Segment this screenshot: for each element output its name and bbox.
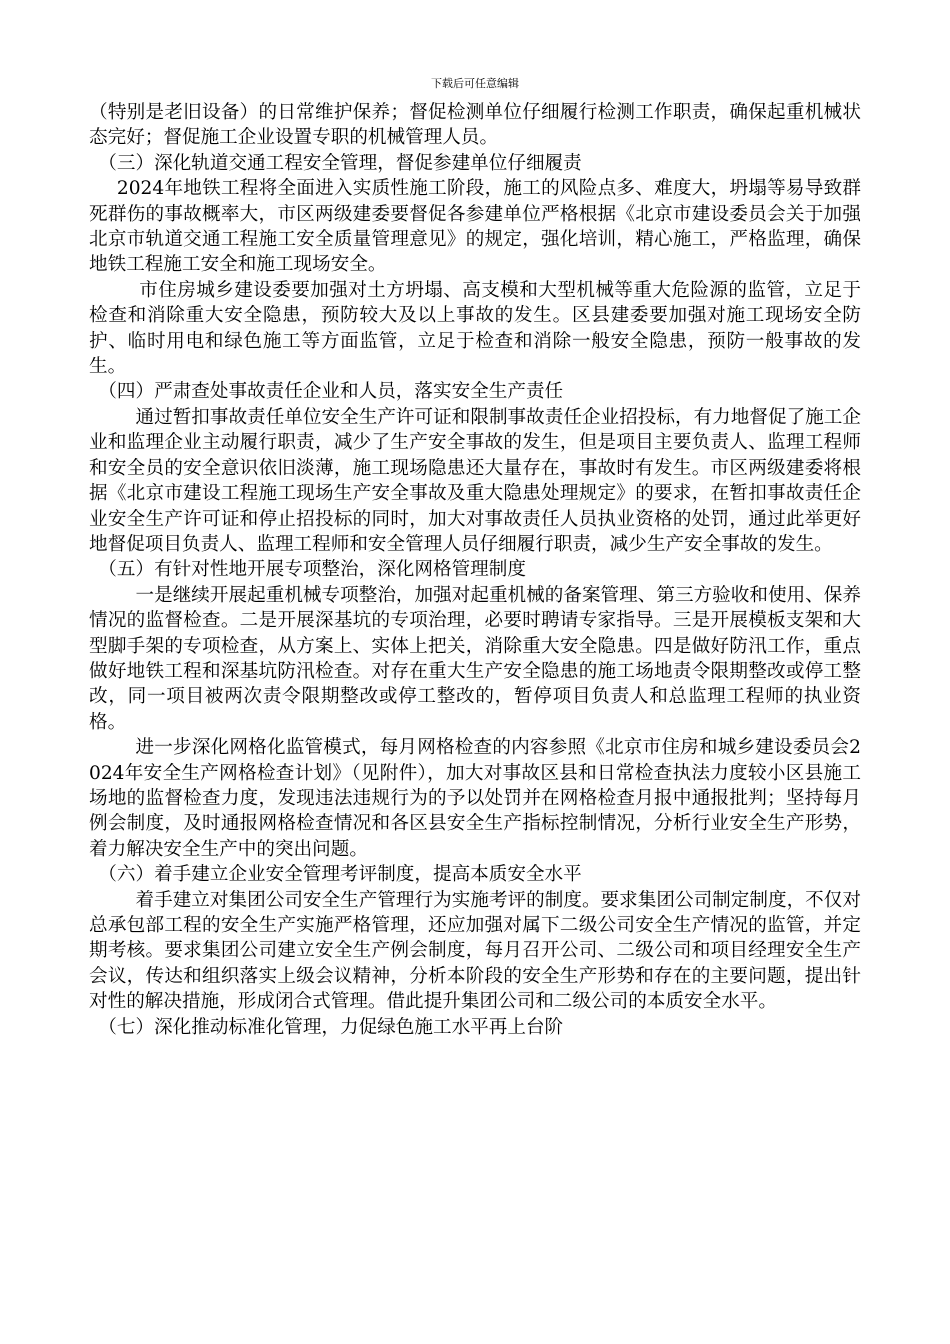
section-heading-6: （六）着手建立企业安全管理考评制度，提高本质安全水平 — [98, 864, 582, 886]
paragraph: 市住房城乡建设委要加强对土方坍塌、高支模和大型机械等重大危险源的监管，立足于检查和消除重大安全隐患，预防较大及以上事故的发生。区县建委要加强对施工现场安全防护、临时用电和绿色施工等方面监管，立足于检查和消除一般安全隐患，预防一般事故的发生。 — [89, 279, 861, 378]
section-heading-4: （四）严肃查处事故责任企业和人员，落实安全生产责任 — [98, 381, 564, 403]
paragraph: 一是继续开展起重机械专项整治，加强对起重机械的备案管理、第三方验收和使用、保养情况的监督检查。二是开展深基坑的专项治理，必要时聘请专家指导。三是开展模板支架和大型脚手架的专项检查，从方案上、实体上把关，消除重大安全隐患。四是做好防汛工作，重点做好地铁工程和深基坑防汛检查。对存在重大生产安全隐患的施工场地责令限期整改或停工整改，同一项目被两次责令限期整改或停工整改的，暂停项目负责人和总监理工程师的执业资格。 — [89, 584, 861, 733]
section-heading-5: （五）有针对性地开展专项整治，深化网格管理制度 — [98, 559, 526, 581]
paragraph: 2024年地铁工程将全面进入实质性施工阶段，施工的风险点多、难度大，坍塌等易导致群死群伤的事故概率大，市区两级建委要督促各参建单位严格根据《北京市建设委员会关于加强北京市轨道交通工程施工安全质量管理意见》的规定，强化培训，精心施工，严格监理，确保地铁工程施工安全和施工现场安全。 — [89, 178, 861, 276]
paragraph: 着手建立对集团公司安全生产管理行为实施考评的制度。要求集团公司制定制度，不仅对总承包部工程的安全生产实施严格管理，还应加强对属下二级公司安全生产情况的监管，并定期考核。要求集团公司建立安全生产例会制度，每月召开公司、二级公司和项目经理安全生产会议，传达和组织落实上级会议精神，分析本阶段的安全生产形势和存在的主要问题，提出针对性的解决措施，形成闭合式管理。借此提升集团公司和二级公司的本质安全水平。 — [89, 889, 861, 1013]
page-header: 下载后可任意编辑 — [431, 77, 519, 90]
paragraph-continued: （特别是老旧设备）的日常维护保养；督促检测单位仔细履行检测工作职责，确保起重机械状态完好；督促施工企业设置专职的机械管理人员。 — [89, 102, 861, 149]
paragraph: 通过暂扣事故责任单位安全生产许可证和限制事故责任企业招投标，有力地督促了施工企业和监理企业主动履行职责，减少了生产安全事故的发生，但是项目主要负责人、监理工程师和安全员的安全意识依旧淡薄，施工现场隐患还大量存在，事故时有发生。市区两级建委将根据《北京市建设工程施工现场生产安全事故及重大隐患处理规定》的要求，在暂扣事故责任企业安全生产许可证和停止招投标的同时，加大对事故责任人员执业资格的处罚，通过此举更好地督促项目负责人、监理工程师和安全管理人员仔细履行职责，减少生产安全事故的发生。 — [89, 406, 861, 555]
section-heading-3: （三）深化轨道交通工程安全管理，督促参建单位仔细履责 — [98, 152, 582, 174]
section-heading-7: （七）深化推动标准化管理，力促绿色施工水平再上台阶 — [98, 1016, 564, 1038]
document-body — [89, 100, 861, 1040]
paragraph: 进一步深化网格化监管模式，每月网格检查的内容参照《北京市住房和城乡建设委员会2024年安全生产网格检查计划》（见附件），加大对事故区县和日常检查执法力度较小区县施工场地的监督检查力度，发现违法违规行为的予以处罚并在网格检查月报中通报批判；坚持每月例会制度，及时通报网格检查情况和各区县安全生产指标控制情况，分析行业安全生产形势，着力解决安全生产中的突出问题。 — [89, 737, 861, 860]
